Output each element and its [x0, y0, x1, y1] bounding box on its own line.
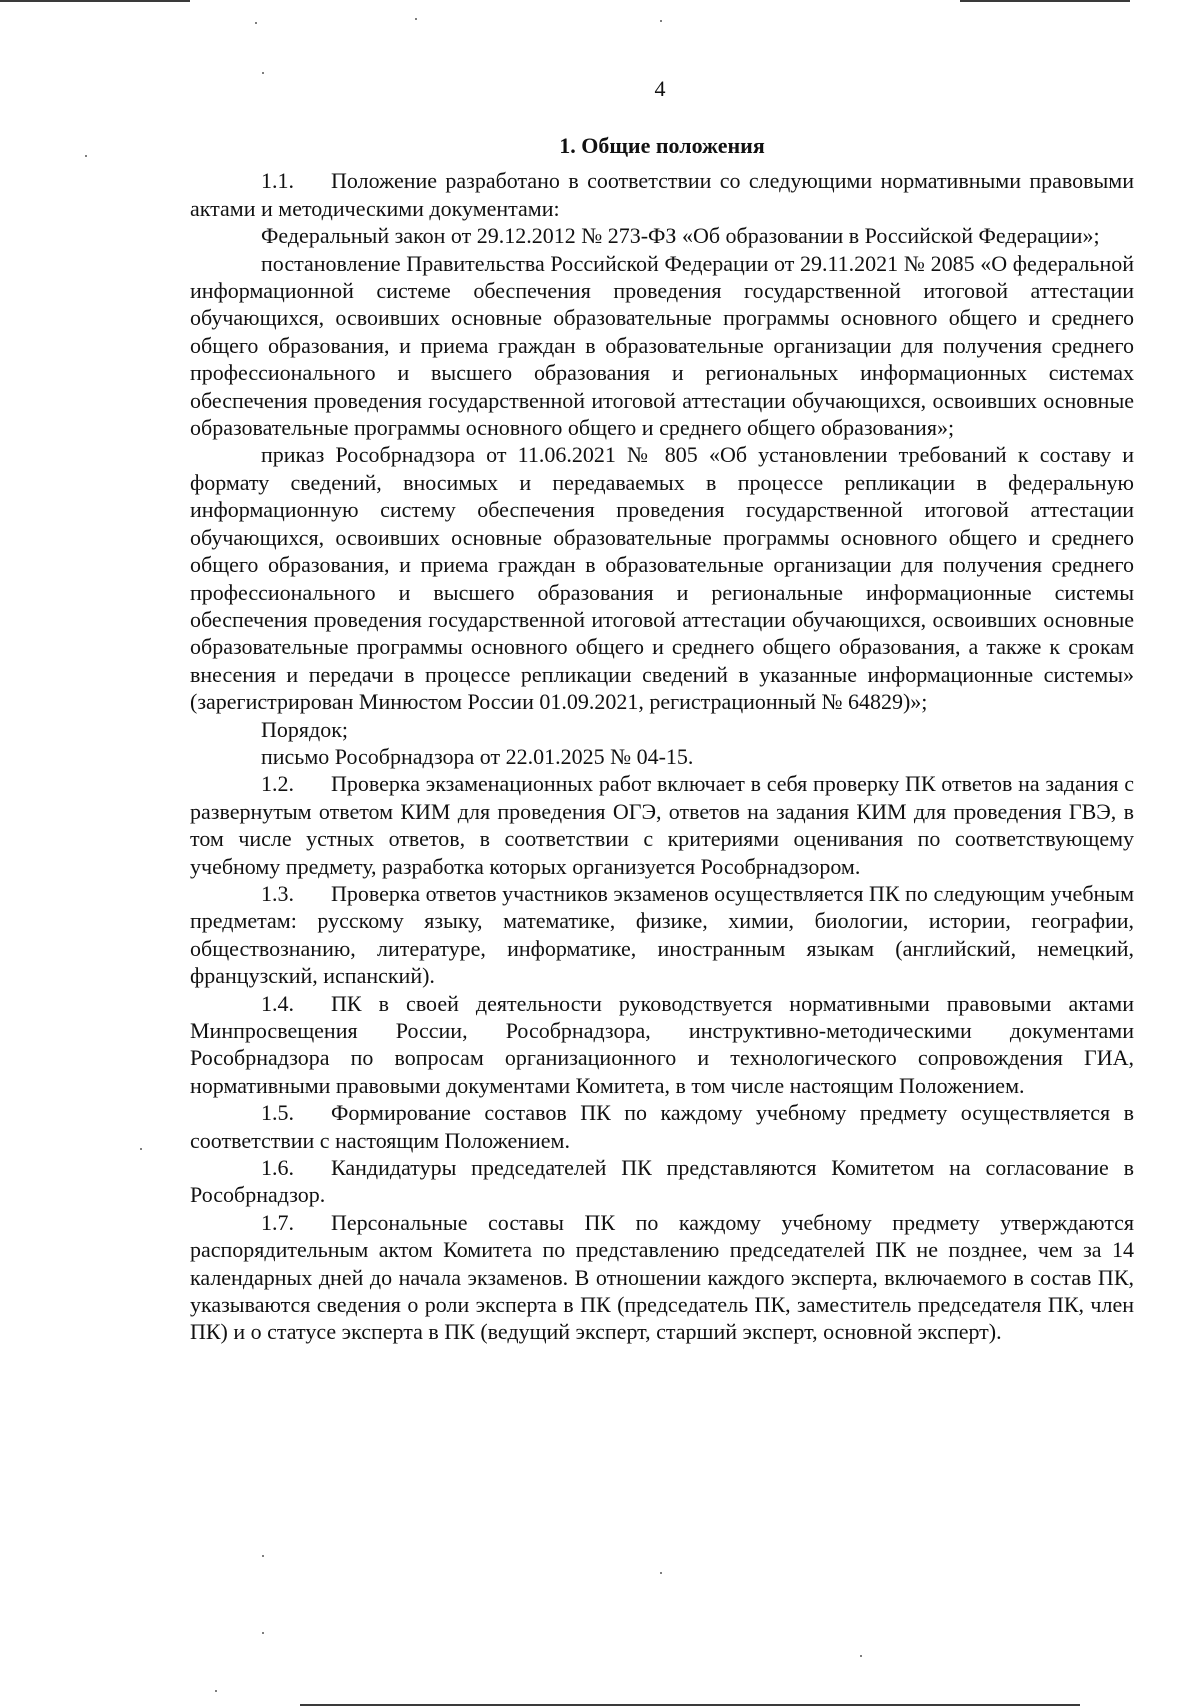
clause-number: 1.7.: [261, 1209, 294, 1235]
paragraph-text: Формирование составов ПК по каждому учебному предмету осуществляется в соответствии с настоящим Положением.: [190, 1100, 1134, 1153]
paragraph-text: Персональные составы ПК по каждому учебному предмету утверждаются распорядительным актом Комитета по представлению председателей ПК не позднее, чем за 14 календарных дней до начала экзаменов. В отношении каждого эксперта, включаемого в состав ПК, указываются сведения о роли эксперта в ПК (председатель ПК, заместитель председателя ПК, член ПК) и о статусе эксперта в ПК (ведущий эксперт, старший эксперт, основной эксперт).: [190, 1209, 1134, 1345]
paragraph-federal-law: [190, 222, 1134, 249]
scan-speck: [660, 1572, 662, 1574]
paragraph-procedure: [190, 716, 1134, 743]
scan-speck: [215, 1690, 217, 1692]
paragraph-text: Проверка экзаменационных работ включает в себя проверку ПК ответов на задания с развернутым ответом КИМ для проведения ОГЭ, ответов на задания КИМ для проведения ГВЭ, в том числе устных ответов, в соответствии с критериями оценивания по соответствующему учебному предмету, разработка которых организуется Рособрнадзором.: [190, 771, 1134, 879]
paragraph-government-decree: [190, 250, 1134, 442]
paragraph-text: Кандидатуры председателей ПК представляются Комитетом на согласование в Рособрнадзор.: [190, 1155, 1134, 1208]
paragraph-text: Федеральный закон от 29.12.2012 № 273-ФЗ «Об образовании в Российской Федерации»;: [261, 223, 1100, 249]
scan-edge-line-top-left: [0, 0, 190, 2]
scan-speck: [262, 1632, 264, 1634]
paragraph-1-6: [190, 1154, 1134, 1209]
scan-edge-line-bottom: [300, 1704, 1080, 1706]
scan-speck: [85, 155, 87, 157]
scan-speck: [860, 1655, 862, 1657]
scan-edge-line-top-right: [960, 0, 1130, 2]
clause-number: 1.6.: [261, 1155, 294, 1181]
paragraph-letter: [190, 743, 1134, 770]
paragraph-1-5: [190, 1099, 1134, 1154]
scan-speck: [262, 72, 264, 74]
paragraph-order-805: [190, 441, 1134, 715]
scan-speck: [262, 1555, 264, 1557]
scan-speck: [140, 1148, 142, 1150]
paragraph-1-1: [190, 167, 1134, 222]
paragraph-text: Проверка ответов участников экзаменов осуществляется ПК по следующим учебным предметам: русскому языку, математике, физике, химии, биологии, истории, географии, обществознанию, литературе, информатике, иностранным языкам (английский, немецкий, французский, испанский).: [190, 880, 1134, 989]
scan-speck: [255, 22, 257, 24]
paragraph-text: ПК в своей деятельности руководствуется нормативными правовыми актами Минпросвещения России, Рособрнадзора, инструктивно-методическими документами Рособрнадзора по вопросам организационного и технологического сопровождения ГИА, нормативными правовыми документами Комитета, в том числе настоящим Положением.: [190, 990, 1134, 1098]
section-title: 1. Общие положения: [559, 133, 765, 158]
scan-speck: [415, 18, 417, 20]
paragraph-1-3: [190, 880, 1134, 990]
clause-number: 1.1.: [261, 168, 294, 194]
paragraph-1-4: [190, 990, 1134, 1100]
page-number: 4: [654, 76, 666, 101]
paragraph-text: письмо Рособрнадзора от 22.01.2025 № 04-15.: [261, 743, 694, 769]
paragraph-1-2: [190, 770, 1134, 880]
clause-number: 1.2.: [261, 771, 294, 797]
paragraph-text: постановление Правительства Российской Федерации от 29.11.2021 № 2085 «О федеральной информационной системе обеспечения проведения государственной итоговой аттестации обучающихся, освоивших основные образовательные программы основного общего и среднего общего образования, и приема граждан в образовательные организации для получения среднего профессионального и высшего образования и региональных информационных системах обеспечения проведения государственной итоговой аттестации обучающихся, освоивших основные образовательные программы основного общего и среднего общего образования»;: [190, 250, 1134, 441]
clause-number: 1.4.: [261, 990, 294, 1016]
paragraph-text: Положение разработано в соответствии со следующими нормативными правовыми актами и методическими документами:: [190, 168, 1134, 221]
clause-number: 1.5.: [261, 1100, 294, 1126]
paragraph-1-7: [190, 1209, 1134, 1346]
document-body: [190, 132, 1134, 1346]
paragraph-text: приказ Рособрнадзора от 11.06.2021 № 805 «Об установлении требований к составу и формату сведений, вносимых и передаваемых в процессе репликации в федеральную информационную систему обеспечения проведения государственной итоговой аттестации обучающихся, освоивших основные образовательные программы основного общего и среднего общего образования, и приема граждан в образовательные организации для получения среднего профессионального и высшего образования и региональные информационные системы обеспечения проведения государственной итоговой аттестации обучающихся, освоивших основные образовательные программы основного общего и среднего общего образования, а также к срокам внесения и передачи в процессе репликации сведений в указанные информационные системы» (зарегистрирован Минюстом России 01.09.2021, регистрационный № 64829)»;: [190, 442, 1134, 715]
paragraph-text: Порядок;: [261, 716, 349, 742]
scan-speck: [660, 20, 662, 22]
clause-number: 1.3.: [261, 880, 294, 906]
